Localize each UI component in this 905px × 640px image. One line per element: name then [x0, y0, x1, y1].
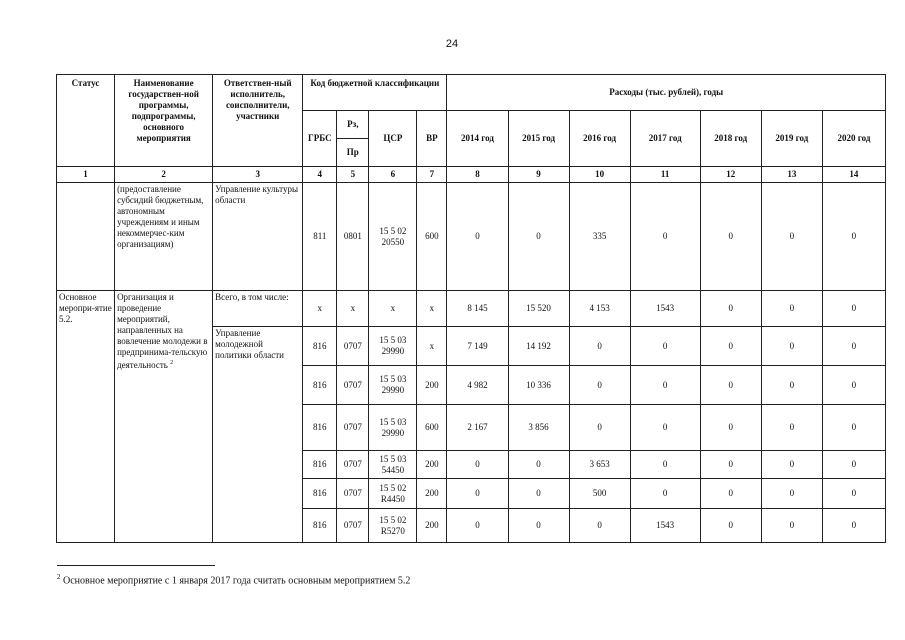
- value-cell: 0: [761, 327, 822, 366]
- budget-table: [56, 74, 886, 543]
- rzpr-cell: 0707: [337, 366, 369, 405]
- grbs-cell: 816: [303, 479, 337, 509]
- vr-cell: 200: [417, 451, 447, 479]
- value-cell: 1543: [630, 509, 700, 543]
- rzpr-cell: 0707: [337, 405, 369, 451]
- csr-cell: 15 5 02 20550: [369, 183, 417, 291]
- header-budget-code: Код бюджетной классификации: [303, 75, 447, 111]
- value-cell: 15 520: [508, 291, 569, 327]
- value-cell: 0: [569, 509, 630, 543]
- header-year-2015: 2015 год: [508, 111, 569, 167]
- value-cell: 0: [700, 366, 761, 405]
- header-rz: Рз,: [337, 111, 369, 139]
- value-cell: 0: [447, 509, 508, 543]
- value-cell: 0: [630, 183, 700, 291]
- table-row: [57, 183, 886, 291]
- column-number: 2: [115, 167, 213, 183]
- rzpr-cell: 0707: [337, 327, 369, 366]
- csr-cell: 15 5 03 29990: [369, 366, 417, 405]
- header-name: Наименование государствен-ной программы, подпрограммы, основного мероприятия: [115, 75, 213, 167]
- footnote-text: Основное мероприятие с 1 января 2017 года считать основным мероприятием 5.2: [63, 575, 411, 587]
- header-year-2017: 2017 год: [630, 111, 700, 167]
- column-number-row: [57, 167, 886, 183]
- header-responsible: Ответствен-ный исполнитель, соисполнители, участники: [213, 75, 303, 167]
- footnote-divider: [57, 565, 215, 566]
- responsible-cell: Управление культуры области: [213, 183, 303, 291]
- column-number: 8: [447, 167, 508, 183]
- header-status: Статус: [57, 75, 115, 167]
- value-cell: 0: [761, 405, 822, 451]
- rzpr-cell: 0801: [337, 183, 369, 291]
- value-cell: 0: [508, 183, 569, 291]
- value-cell: 0: [700, 405, 761, 451]
- value-cell: 0: [700, 509, 761, 543]
- csr-cell: 15 5 03 29990: [369, 327, 417, 366]
- value-cell: 0: [700, 291, 761, 327]
- value-cell: 0: [761, 366, 822, 405]
- value-cell: 0: [700, 451, 761, 479]
- csr-cell: x: [369, 291, 417, 327]
- value-cell: 10 336: [508, 366, 569, 405]
- vr-cell: x: [417, 327, 447, 366]
- column-number: 12: [700, 167, 761, 183]
- value-cell: 0: [569, 327, 630, 366]
- responsible-cell: Управление молодежной политики области: [213, 327, 303, 543]
- value-cell: 0: [761, 479, 822, 509]
- value-cell: 14 192: [508, 327, 569, 366]
- value-cell: 0: [700, 183, 761, 291]
- column-number: 10: [569, 167, 630, 183]
- value-cell: 0: [447, 451, 508, 479]
- value-cell: 0: [761, 291, 822, 327]
- status-cell: Основное меропри-ятие 5.2.: [57, 291, 115, 543]
- header-year-2020: 2020 год: [822, 111, 885, 167]
- header-pr: Пр: [337, 139, 369, 167]
- vr-cell: x: [417, 291, 447, 327]
- header-year-2018: 2018 год: [700, 111, 761, 167]
- value-cell: 0: [761, 451, 822, 479]
- value-cell: 3 653: [569, 451, 630, 479]
- value-cell: 500: [569, 479, 630, 509]
- value-cell: 0: [822, 327, 885, 366]
- rzpr-cell: 0707: [337, 509, 369, 543]
- vr-cell: 200: [417, 479, 447, 509]
- grbs-cell: 816: [303, 405, 337, 451]
- value-cell: 0: [447, 183, 508, 291]
- column-number: 1: [57, 167, 115, 183]
- header-year-2014: 2014 год: [447, 111, 508, 167]
- grbs-cell: 816: [303, 366, 337, 405]
- grbs-cell: 811: [303, 183, 337, 291]
- value-cell: 0: [508, 451, 569, 479]
- value-cell: 0: [508, 509, 569, 543]
- vr-cell: 200: [417, 509, 447, 543]
- name-cell: [115, 291, 213, 543]
- table-row: [57, 291, 886, 327]
- rzpr-cell: 0707: [337, 451, 369, 479]
- csr-cell: 15 5 02 R5270: [369, 509, 417, 543]
- csr-cell: 15 5 03 54450: [369, 451, 417, 479]
- header-expenses: Расходы (тыс. рублей), годы: [447, 75, 886, 111]
- footnote: [57, 573, 410, 586]
- value-cell: 0: [822, 509, 885, 543]
- status-cell: [57, 183, 115, 291]
- header-csr: ЦСР: [369, 111, 417, 167]
- grbs-cell: 816: [303, 327, 337, 366]
- column-number: 11: [630, 167, 700, 183]
- column-number: 9: [508, 167, 569, 183]
- vr-cell: 200: [417, 366, 447, 405]
- header-vr: ВР: [417, 111, 447, 167]
- total-label-cell: Всего, в том числе:: [213, 291, 303, 327]
- value-cell: 7 149: [447, 327, 508, 366]
- value-cell: 0: [822, 291, 885, 327]
- value-cell: 0: [569, 366, 630, 405]
- name-cell: (предоставление субсидий бюджетным, автономным учреждениям и иным некоммерчес-ким организациям): [115, 183, 213, 291]
- footnote-marker: 2: [57, 573, 61, 581]
- value-cell: 335: [569, 183, 630, 291]
- value-cell: 0: [630, 451, 700, 479]
- grbs-cell: 816: [303, 509, 337, 543]
- value-cell: 0: [700, 327, 761, 366]
- column-number: 3: [213, 167, 303, 183]
- column-number: 13: [761, 167, 822, 183]
- value-cell: 0: [630, 327, 700, 366]
- name-text: Организация и проведение мероприятий, направленных на вовлечение молодежи в предпринима-тельскую деятельность: [117, 292, 208, 370]
- value-cell: 0: [822, 451, 885, 479]
- header-year-2016: 2016 год: [569, 111, 630, 167]
- grbs-cell: x: [303, 291, 337, 327]
- value-cell: 0: [630, 479, 700, 509]
- value-cell: 0: [822, 405, 885, 451]
- value-cell: 2 167: [447, 405, 508, 451]
- value-cell: 0: [630, 366, 700, 405]
- header-grbs: ГРБС: [303, 111, 337, 167]
- column-number: 5: [337, 167, 369, 183]
- page-number: 24: [445, 38, 459, 50]
- value-cell: 0: [569, 405, 630, 451]
- csr-cell: 15 5 03 29990: [369, 405, 417, 451]
- value-cell: 0: [761, 183, 822, 291]
- value-cell: 3 856: [508, 405, 569, 451]
- value-cell: 0: [822, 183, 885, 291]
- vr-cell: 600: [417, 183, 447, 291]
- column-number: 4: [303, 167, 337, 183]
- column-number: 7: [417, 167, 447, 183]
- value-cell: 0: [822, 366, 885, 405]
- value-cell: 0: [700, 479, 761, 509]
- vr-cell: 600: [417, 405, 447, 451]
- csr-cell: 15 5 02 R4450: [369, 479, 417, 509]
- value-cell: 4 153: [569, 291, 630, 327]
- rzpr-cell: 0707: [337, 479, 369, 509]
- value-cell: 8 145: [447, 291, 508, 327]
- value-cell: 0: [447, 479, 508, 509]
- value-cell: 4 982: [447, 366, 508, 405]
- value-cell: 0: [761, 509, 822, 543]
- column-number: 14: [822, 167, 885, 183]
- grbs-cell: 816: [303, 451, 337, 479]
- value-cell: 0: [630, 405, 700, 451]
- column-number: 6: [369, 167, 417, 183]
- rzpr-cell: x: [337, 291, 369, 327]
- value-cell: 0: [822, 479, 885, 509]
- value-cell: 0: [508, 479, 569, 509]
- header-year-2019: 2019 год: [761, 111, 822, 167]
- value-cell: 1543: [630, 291, 700, 327]
- footnote-ref: 2: [170, 360, 174, 366]
